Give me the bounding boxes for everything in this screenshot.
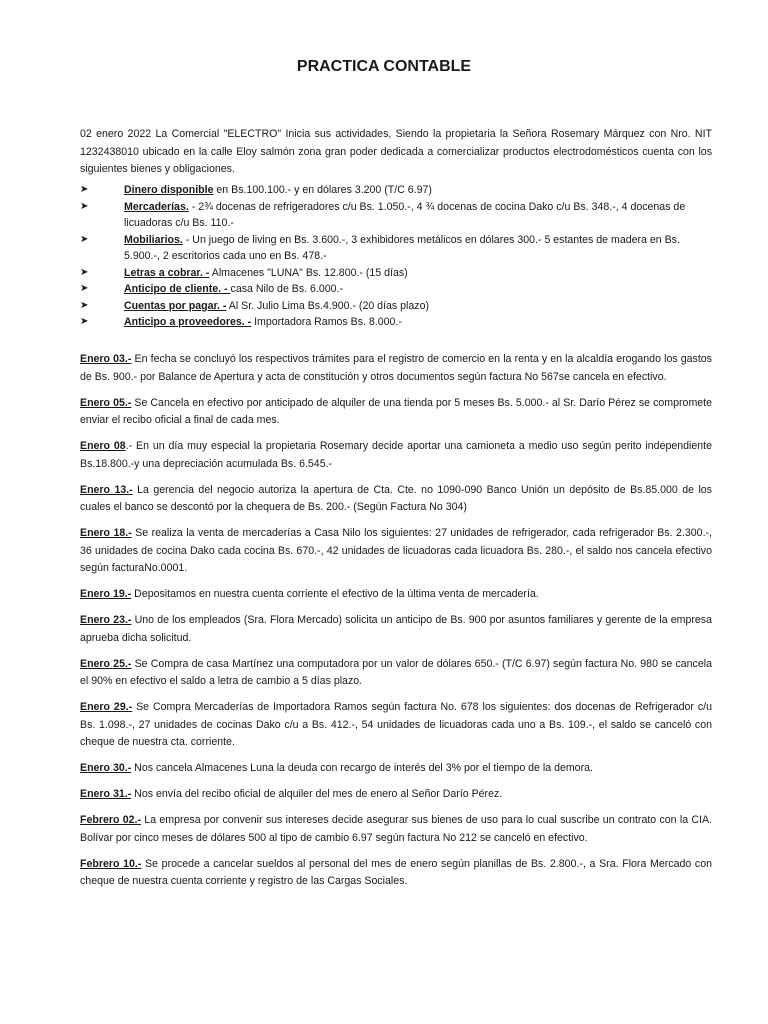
arrow-bullet-icon: ➤ (80, 316, 89, 327)
item-label: Anticipo a proveedores. - (124, 316, 252, 328)
entry-text: En fecha se concluyó los respectivos trámites para el registro de comercio en la renta y en la alcaldía erogando los gastos de Bs. 900.- por Balance de Apertura y acta de constitución y otros documentos según factura No 567se cancela en efectivo. (80, 353, 712, 383)
entry-date: Enero 30.- (80, 762, 132, 774)
entry-text: Depositamos en nuestra cuenta corriente el efectivo de la última venta de mercadería. (131, 588, 539, 600)
entry-date: Enero 13.- (80, 483, 133, 496)
item-label: Dinero disponible (124, 184, 214, 196)
arrow-bullet-icon: ➤ (80, 200, 89, 212)
entry-text: Nos cancela Almacenes Luna la deuda con recargo de interés del 3% por el tiempo de la demora. (131, 762, 593, 774)
item-label: Letras a cobrar. - (124, 266, 210, 279)
entry-date: Febrero 10.- (80, 857, 142, 870)
list-item (80, 265, 712, 282)
item-text: Almacenes "LUNA" Bs. 12.800.- (15 días) (209, 266, 408, 279)
list-item (80, 314, 712, 331)
journal-entry (80, 482, 712, 517)
arrow-bullet-icon: ➤ (80, 233, 89, 245)
intro-paragraph: 02 enero 2022 La Comercial "ELECTRO" Inicia sus actividades, Siendo la propietaria la Señora Rosemary Márquez con Nro. NIT 1232438010 ubicado en la calle Eloy salmón zona gran poder dedicada a comercializar productos electrodomésticos cuenta con los siguientes bienes y obligaciones. (80, 128, 712, 175)
entry-text: La gerencia del negocio autoriza la apertura de Cta. Cte. no 1090-090 Banco Unión un depósito de Bs.85.000 de los cuales el banco se descontó por la chequera de Bs. 200.- (Según Factura No 304) (80, 483, 712, 513)
journal-entry (80, 351, 712, 386)
journal-entry (80, 760, 712, 778)
journal-entry (80, 812, 712, 847)
entry-text: Se realiza la venta de mercaderías a Casa Nilo los siguientes: 27 unidades de refrigerador, cada refrigerador Bs. 2.300.-, 36 unidades de cocina Dako cada cocina Bs. 670.-, 42 unidades de licuadoras cada licuadora Bs. 280.-, el saldo nos cancela efectivo según facturaNo.0001. (80, 527, 712, 574)
entry-date: Febrero 02.- (80, 814, 141, 826)
journal-entry (80, 525, 712, 578)
journal-entry (80, 856, 712, 891)
journal-entry (80, 612, 712, 647)
item-label: Anticipo de cliente. - (124, 283, 231, 295)
item-label: Cuentas por pagar. - (124, 299, 227, 312)
arrow-bullet-icon: ➤ (80, 266, 89, 278)
entry-date: Enero 19.- (80, 588, 132, 600)
entry-text: Se Compra Mercaderías de Importadora Ramos según factura No. 678 los siguientes: dos docenas de Refrigerador c/u Bs. 1.098.-, 27 unidades de cocinas Dako c/u a Bs. 412.-, 54 unidades de licuadoras cada uno a Bs. 109.-, el saldo se canceló con cheque de nuestra cta. corriente. (80, 701, 712, 748)
list-item (80, 182, 712, 199)
journal-entry (80, 656, 712, 691)
entry-date: Enero 05.- (80, 396, 132, 409)
entry-text: Se procede a cancelar sueldos al personal del mes de enero según planillas de Bs. 2.800.-, a Sra. Flora Mercado con cheque de nuestra cuenta corriente y registro de las Cargas Sociales. (80, 857, 712, 887)
item-text: Importadora Ramos Bs. 8.000.- (251, 316, 402, 328)
entry-date: Enero 23.- (80, 614, 132, 626)
item-text: - 2¾ docenas de refrigeradores c/u Bs. 1.050.-, 4 ¾ docenas de cocina Dako c/u Bs. 348.-, 4 docenas de licuadoras c/u Bs. 110.- (124, 200, 686, 229)
entry-date: Enero 31.- (80, 788, 132, 800)
entry-text: Uno de los empleados (Sra. Flora Mercado) solicita un anticipo de Bs. 900 por asuntos familiares y gerente de la empresa aprueba dicha solicitud. (80, 614, 712, 644)
entry-text: La empresa por convenir sus intereses decide asegurar sus bienes de uso para lo cual suscribe un contrato con la CIA. Bolívar por cinco meses de dólares 500 al tipo de cambio 6.97 según factura No 212 se canceló en efectivo. (80, 814, 712, 844)
journal-entry (80, 699, 712, 752)
journal-entry (80, 586, 712, 604)
list-item (80, 298, 712, 315)
arrow-bullet-icon: ➤ (80, 283, 89, 294)
item-text: - Un juego de living en Bs. 3.600.-, 3 exhibidores metálicos en dólares 300.- 5 estantes de madera en Bs. 5.900.-, 2 escritorios cada uno en Bs. 478.- (124, 233, 680, 262)
entry-date: Enero 08 (80, 440, 126, 452)
journal-entry (80, 395, 712, 430)
entry-date: Enero 18.- (80, 527, 132, 539)
arrow-bullet-icon: ➤ (80, 184, 89, 195)
list-item (80, 199, 712, 232)
list-item (80, 281, 712, 298)
entry-text: .- En un día muy especial la propietaria Rosemary decide aportar una camioneta a medio uso según perito independiente Bs.18.800.-y una depreciación acumulada Bs. 6.545.- (80, 440, 712, 470)
item-text: en Bs.100.100.- y en dólares 3.200 (T/C 6.97) (213, 184, 432, 196)
entry-date: Enero 25.- (80, 657, 132, 670)
journal-entry (80, 438, 712, 473)
item-label: Mobiliarios. (124, 233, 183, 246)
list-item (80, 232, 712, 265)
entry-text: Nos envía del recibo oficial de alquiler del mes de enero al Señor Darío Pérez. (131, 788, 503, 800)
journal-entries (80, 351, 712, 899)
item-text: Al Sr. Julio Lima Bs.4.900.- (20 días plazo) (226, 299, 429, 312)
journal-entry (80, 786, 712, 804)
arrow-bullet-icon: ➤ (80, 299, 89, 311)
item-label: Mercaderías. (124, 200, 189, 213)
item-text: casa Nilo de Bs. 6.000.- (230, 283, 344, 295)
entry-text: Se Compra de casa Martínez una computadora por un valor de dólares 650.- (T/C 6.97) según factura No. 980 se cancela el 90% en efectivo el saldo a letra de cambio a 5 días plazo. (80, 657, 712, 687)
entry-text: Se Cancela en efectivo por anticipado de alquiler de una tienda por 5 meses Bs. 5.000.- al Sr. Darío Pérez se compromete enviar el recibo oficial a final de cada mes. (80, 396, 712, 426)
entry-date: Enero 29.- (80, 701, 133, 713)
page-title: PRACTICA CONTABLE (296, 58, 472, 75)
assets-list (80, 182, 712, 331)
entry-date: Enero 03.- (80, 353, 132, 365)
